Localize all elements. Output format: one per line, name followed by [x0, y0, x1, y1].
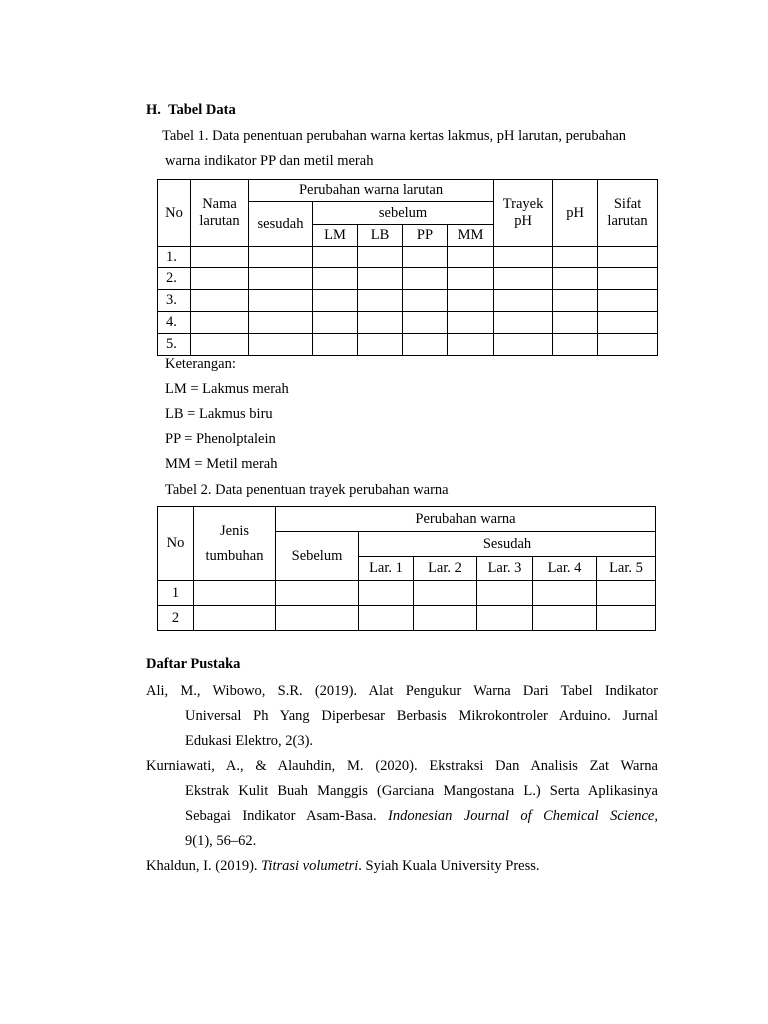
ref3-title: Titrasi volumetri: [261, 858, 359, 874]
t1-header-lm: LM: [313, 225, 358, 247]
t2-header-lar5: Lar. 5: [597, 557, 656, 581]
t2-header-sesudah: Sesudah: [359, 532, 656, 557]
ref1-line2: Universal Ph Yang Diperbesar Berbasis Mikrokontroler Arduino. Jurnal: [185, 708, 658, 724]
t1-row-no: 2.: [158, 268, 191, 290]
ref2-journal: Indonesian Journal of Chemical Science: [388, 808, 655, 824]
ref3-suffix: . Syiah Kuala University Press.: [358, 858, 540, 874]
table-row: [158, 290, 658, 312]
section-heading: [146, 102, 236, 119]
t2-header-perubahan: Perubahan warna: [276, 507, 656, 532]
references-heading: Daftar Pustaka: [146, 656, 241, 672]
t2-header-jenis: [194, 507, 276, 581]
t1-header-trayek-line1: Trayek: [502, 196, 544, 213]
t1-header-sifat-line2: larutan: [607, 213, 648, 229]
t1-header-mm: MM: [448, 225, 494, 247]
t1-row-no: 1.: [158, 247, 191, 268]
reference-list: [146, 679, 658, 879]
t1-row-no: 4.: [158, 312, 191, 334]
table-row: [158, 312, 658, 334]
t1-header-nama-line1: Nama: [202, 196, 237, 213]
section-title: Tabel Data: [168, 102, 236, 118]
t1-header-sebelum: sebelum: [313, 202, 494, 225]
t1-header-pp: PP: [403, 225, 448, 247]
t1-header-lb: LB: [358, 225, 403, 247]
t2-row-no: 1: [158, 581, 194, 606]
table-row: [158, 606, 656, 631]
t2-header-sebelum: Sebelum: [276, 532, 359, 581]
t1-header-sifat: [598, 180, 658, 247]
t2-header-lar2: Lar. 2: [414, 557, 477, 581]
t1-row-no: 3.: [158, 290, 191, 312]
t1-header-no: No: [158, 180, 191, 247]
t2-row-no: 2: [158, 606, 194, 631]
table1-caption-line2: warna indikator PP dan metil merah: [165, 153, 374, 169]
t1-row-no: 5.: [158, 334, 191, 356]
keterangan-item: PP = Phenolptalein: [165, 431, 276, 447]
ref1-line1: Ali, M., Wibowo, S.R. (2019). Alat Pengukur Warna Dari Tabel Indikator: [146, 683, 658, 699]
keterangan-item: MM = Metil merah: [165, 456, 278, 472]
ref2-line3-end: ,: [654, 808, 658, 824]
ref2-line4: 9(1), 56–62.: [185, 833, 257, 849]
table1: [157, 179, 658, 356]
keterangan-item: LM = Lakmus merah: [165, 381, 289, 397]
t2-header-lar4: Lar. 4: [533, 557, 597, 581]
t1-header-nama: [191, 180, 249, 247]
ref2-line1: Kurniawati, A., & Alauhdin, M. (2020). Ekstraksi Dan Analisis Zat Warna: [146, 758, 658, 774]
section-number: H.: [146, 102, 161, 118]
t2-header-lar1: Lar. 1: [359, 557, 414, 581]
t2-header-jenis-line1: Jenis: [220, 522, 249, 539]
t1-header-sifat-line1: Sifat: [613, 196, 642, 213]
ref2-line3: [146, 804, 658, 829]
keterangan-item: LB = Lakmus biru: [165, 406, 273, 422]
table2: [157, 506, 656, 631]
t1-header-trayek-line2: pH: [514, 213, 532, 229]
t2-header-jenis-line2: tumbuhan: [205, 547, 264, 564]
ref2-line2: Ekstrak Kulit Buah Manggis (Garciana Mangostana L.) Serta Aplikasinya: [185, 783, 658, 799]
reference-item-ali: [146, 679, 658, 754]
table1-caption-line1: Tabel 1. Data penentuan perubahan warna kertas lakmus, pH larutan, perubahan: [162, 128, 627, 144]
reference-item-khaldun: [146, 854, 658, 879]
t1-header-trayek: [494, 180, 553, 247]
ref2-line3-plain: Sebagai Indikator Asam-Basa.: [185, 808, 388, 824]
t2-header-no: No: [158, 507, 194, 581]
keterangan-title: Keterangan:: [165, 356, 236, 372]
reference-item-kurniawati: [146, 754, 658, 854]
ref3-line: [146, 854, 658, 879]
table-row: [158, 581, 656, 606]
table-row: [158, 334, 658, 356]
table-row: [158, 247, 658, 268]
ref3-prefix: Khaldun, I. (2019).: [146, 858, 262, 874]
table-row: [158, 268, 658, 290]
table2-caption: Tabel 2. Data penentuan trayek perubahan warna: [165, 482, 449, 498]
ref1-line3: Edukasi Elektro, 2(3).: [185, 733, 314, 749]
t1-header-sesudah: sesudah: [249, 202, 313, 247]
t1-header-perubahan: Perubahan warna larutan: [249, 180, 494, 202]
t1-header-ph: pH: [553, 180, 598, 247]
t1-header-nama-line2: larutan: [199, 213, 240, 229]
t2-header-lar3: Lar. 3: [477, 557, 533, 581]
